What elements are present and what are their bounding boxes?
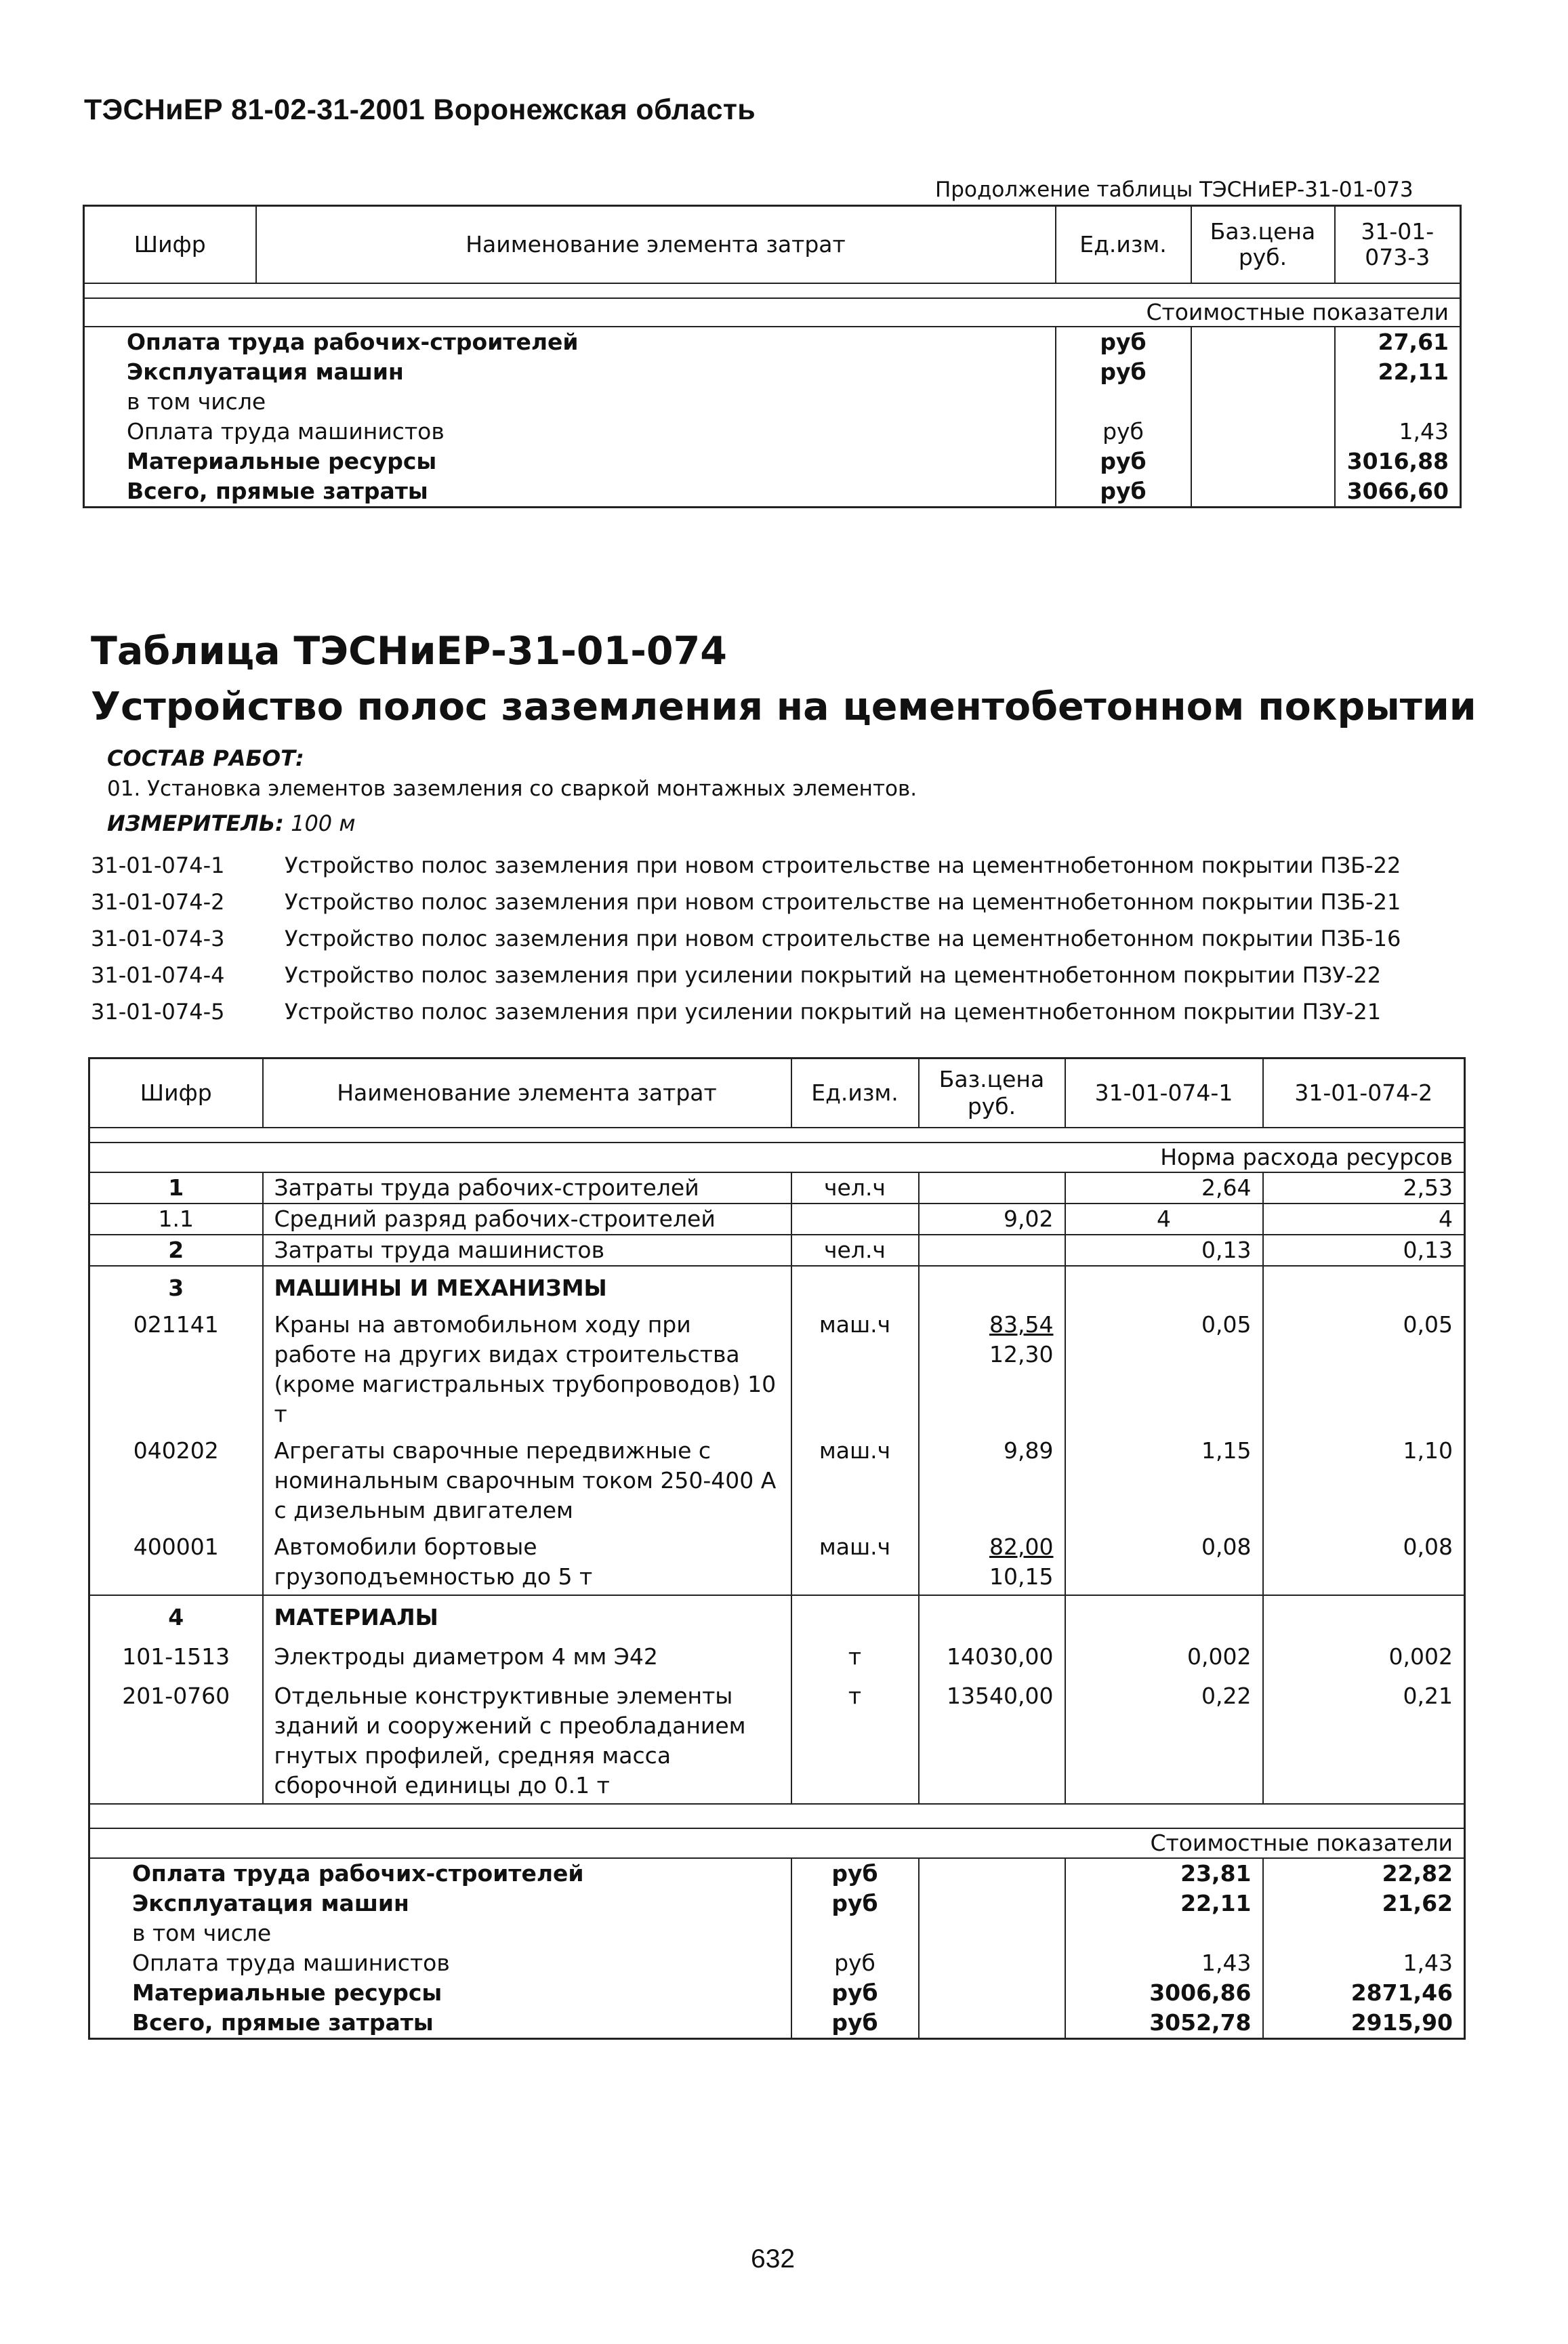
section-cost-label: Стоимостные показатели	[84, 298, 1461, 327]
cost-price	[919, 1918, 1065, 1948]
table-row	[84, 447, 1461, 476]
cost-price	[919, 2008, 1065, 2039]
variant-text: Устройство полос заземления при новом строительстве на цементнобетонном покрытии ПЗБ-22	[285, 852, 1401, 878]
row-code: 400001	[89, 1525, 263, 1595]
row-price: 13540,00	[919, 1672, 1065, 1804]
row-value-1	[1335, 387, 1461, 417]
variant-code: 31-01-074-2	[91, 889, 225, 915]
variant-code: 31-01-074-4	[91, 962, 225, 988]
cost-unit: руб	[791, 2008, 919, 2039]
row-value-1: 1,43	[1399, 418, 1449, 445]
table-row	[89, 1918, 1465, 1948]
row-unit: т	[791, 1632, 919, 1672]
row-price	[919, 1235, 1065, 1266]
row-unit: руб	[1056, 417, 1191, 447]
row-value-2: 0,13	[1263, 1235, 1465, 1266]
continuation-table	[83, 205, 1462, 508]
row-name: Оплата труда машинистов	[127, 418, 445, 445]
col-header-variant-2: 31-01-074-2	[1263, 1058, 1465, 1128]
row-unit	[791, 1595, 919, 1632]
cost-value-2	[1263, 1918, 1465, 1948]
row-code: 040202	[89, 1429, 263, 1525]
col-header-price: Баз.цена руб.	[1191, 206, 1335, 284]
cost-value-1: 22,11	[1065, 1889, 1263, 1918]
meter-line	[107, 810, 355, 836]
continuation-caption: Продолжение таблицы ТЭСНиЕР-31-01-073	[935, 178, 1414, 202]
cost-value-1: 3006,86	[1065, 1978, 1263, 2008]
row-unit: т	[791, 1672, 919, 1804]
row-unit	[791, 1204, 919, 1235]
row-name: в том числе	[127, 388, 266, 415]
col-header-code: Шифр	[89, 1058, 263, 1128]
row-value-1: 0,13	[1065, 1235, 1263, 1266]
col-header-price: Баз.цена руб.	[919, 1058, 1065, 1128]
row-price-primary: 83,54	[989, 1311, 1054, 1338]
works-composition-label: СОСТАВ РАБОТ:	[107, 745, 304, 771]
table-spacer	[89, 1128, 1465, 1143]
row-unit	[791, 1266, 919, 1303]
variant-text: Устройство полос заземления при новом строительстве на цементнобетонном покрытии ПЗБ-16	[285, 926, 1401, 951]
cost-unit: руб	[791, 1889, 919, 1918]
variant-text: Устройство полос заземления при новом строительстве на цементнобетонном покрытии ПЗБ-21	[285, 889, 1401, 915]
row-code: 2	[89, 1235, 263, 1266]
variant-code: 31-01-074-5	[91, 999, 225, 1025]
row-value-1: 3016,88	[1346, 448, 1449, 474]
table-row	[84, 417, 1461, 447]
row-code: 4	[89, 1595, 263, 1632]
row-unit	[1056, 387, 1191, 417]
row-price: 14030,00	[919, 1632, 1065, 1672]
row-price	[1191, 327, 1335, 357]
page-number: 632	[751, 2244, 796, 2274]
row-name: Затраты труда рабочих-строителей	[263, 1172, 791, 1204]
table-row	[89, 1858, 1465, 1889]
row-value-2	[1263, 1266, 1465, 1303]
cost-value-2: 21,62	[1382, 1890, 1453, 1916]
table-row	[89, 1204, 1465, 1235]
row-name: Всего, прямые затраты	[127, 478, 428, 504]
row-price	[919, 1525, 1065, 1595]
cost-name: Оплата труда рабочих-строителей	[132, 1860, 584, 1887]
row-unit: руб	[1056, 357, 1191, 387]
row-value-1: 0,08	[1065, 1525, 1263, 1595]
table-row	[89, 1595, 1465, 1632]
row-code: 1	[89, 1172, 263, 1204]
cost-unit	[791, 1918, 919, 1948]
row-value-1: 3066,60	[1346, 478, 1449, 504]
resource-table	[88, 1057, 1466, 2040]
row-value-2: 0,08	[1263, 1525, 1465, 1595]
variant-text: Устройство полос заземления при усилении покрытий на цементнобетонном покрытии ПЗУ-21	[285, 999, 1382, 1025]
variant-list	[91, 847, 1401, 1030]
row-price-primary: 82,00	[989, 1534, 1054, 1560]
table-row	[84, 387, 1461, 417]
table-row	[89, 1948, 1465, 1978]
variant-text: Устройство полос заземления при усилении покрытий на цементнобетонном покрытии ПЗУ-22	[285, 962, 1382, 988]
cost-value-2: 2871,46	[1350, 1979, 1453, 2006]
row-price	[919, 1303, 1065, 1429]
cost-unit: руб	[791, 1978, 919, 2008]
row-name: Краны на автомобильном ходу при работе на других видах строительства (кроме магистральных трубопроводов) 10 т	[263, 1303, 791, 1429]
table-row	[89, 1978, 1465, 2008]
row-unit: маш.ч	[791, 1303, 919, 1429]
variant-item	[91, 920, 1401, 957]
cost-name: Материальные ресурсы	[132, 1979, 442, 2006]
meter-value: 100 м	[291, 810, 356, 836]
cost-name: в том числе	[132, 1920, 272, 1946]
row-unit: руб	[1056, 447, 1191, 476]
cost-price	[919, 1978, 1065, 2008]
table-row	[84, 327, 1461, 357]
row-name: Электроды диаметром 4 мм Э42	[263, 1632, 791, 1672]
row-name: Эксплуатация машин	[127, 358, 404, 385]
row-code: 1.1	[89, 1204, 263, 1235]
table-row	[89, 1429, 1465, 1525]
table-row	[89, 1525, 1465, 1595]
cost-price	[919, 1948, 1065, 1978]
table-spacer	[89, 1804, 1465, 1828]
row-price-secondary: 12,30	[989, 1341, 1054, 1368]
table-title: Таблица ТЭСНиЕР-31-01-074	[91, 629, 727, 674]
row-value-1: 0,22	[1065, 1672, 1263, 1804]
row-value-2: 0,21	[1403, 1683, 1453, 1709]
row-price	[919, 1172, 1065, 1204]
row-section-title: МАТЕРИАЛЫ	[263, 1595, 791, 1632]
table-subtitle: Устройство полос заземления на цементобетонном покрытии	[91, 684, 1477, 729]
variant-item	[91, 884, 1401, 920]
row-code: 201-0760	[89, 1672, 263, 1804]
row-unit: чел.ч	[791, 1172, 919, 1204]
cost-name: Оплата труда машинистов	[132, 1950, 450, 1976]
row-price	[1191, 476, 1335, 508]
cost-value-2: 2915,90	[1350, 2009, 1453, 2036]
cost-name: Эксплуатация машин	[132, 1890, 409, 1916]
col-header-variant-1: 31-01-074-1	[1065, 1058, 1263, 1128]
table-row	[89, 2008, 1465, 2039]
row-name: Агрегаты сварочные передвижные с номинальным сварочным током 250-400 А с дизельным двигателем	[263, 1429, 791, 1525]
row-price	[1191, 387, 1335, 417]
variant-code: 31-01-074-3	[91, 926, 225, 951]
row-value-1: 1,15	[1065, 1429, 1263, 1525]
cost-price	[919, 1889, 1065, 1918]
row-unit: руб	[1056, 476, 1191, 508]
row-price	[919, 1595, 1065, 1632]
row-value-1: 0,002	[1065, 1632, 1263, 1672]
row-code: 3	[89, 1266, 263, 1303]
table-row	[84, 476, 1461, 508]
row-value-2	[1263, 1595, 1465, 1632]
variant-item	[91, 993, 1401, 1030]
cost-price	[919, 1858, 1065, 1889]
row-value-1: 4	[1065, 1204, 1263, 1235]
row-value-2: 4	[1263, 1204, 1465, 1235]
row-value-2: 0,002	[1388, 1643, 1453, 1670]
row-price: 9,02	[919, 1204, 1065, 1235]
row-name: Затраты труда машинистов	[263, 1235, 791, 1266]
table-row	[84, 357, 1461, 387]
row-value-1: 2,64	[1065, 1172, 1263, 1204]
row-price	[1191, 417, 1335, 447]
row-unit: маш.ч	[791, 1525, 919, 1595]
section-norm-label: Норма расхода ресурсов	[89, 1143, 1465, 1172]
row-price	[1191, 447, 1335, 476]
row-unit: маш.ч	[791, 1429, 919, 1525]
row-value-2: 2,53	[1403, 1174, 1453, 1201]
table-spacer	[84, 283, 1461, 298]
works-item: 01. Установка элементов заземления со сваркой монтажных элементов.	[107, 777, 917, 801]
cost-unit: руб	[791, 1948, 919, 1978]
row-name: Автомобили бортовые грузоподъемностью до 5 т	[263, 1525, 791, 1595]
variant-item	[91, 957, 1401, 993]
row-value-1: 27,61	[1378, 329, 1449, 355]
row-unit: чел.ч	[791, 1235, 919, 1266]
row-price	[1191, 357, 1335, 387]
row-name: Материальные ресурсы	[127, 448, 437, 474]
variant-code: 31-01-074-1	[91, 852, 225, 878]
meter-label: ИЗМЕРИТЕЛЬ:	[107, 810, 284, 836]
col-header-name: Наименование элемента затрат	[256, 206, 1056, 284]
cost-value-2: 22,82	[1382, 1860, 1453, 1887]
variant-item	[91, 847, 1401, 884]
table-row	[89, 1632, 1465, 1672]
row-price	[919, 1266, 1065, 1303]
row-value-1: 0,05	[1065, 1303, 1263, 1429]
table-row	[89, 1266, 1465, 1303]
col-header-unit: Ед.изм.	[1056, 206, 1191, 284]
cost-value-1: 3052,78	[1065, 2008, 1263, 2039]
cost-value-1	[1065, 1918, 1263, 1948]
row-code: 021141	[89, 1303, 263, 1429]
cost-name: Всего, прямые затраты	[132, 2009, 434, 2036]
row-price-secondary: 10,15	[989, 1563, 1054, 1590]
row-name: Отдельные конструктивные элементы зданий и сооружений с преобладанием гнутых профилей, средняя масса сборочной единицы до 0.1 т	[263, 1672, 791, 1804]
row-code: 101-1513	[89, 1632, 263, 1672]
row-value-1	[1065, 1595, 1263, 1632]
row-name: Средний разряд рабочих-строителей	[263, 1204, 791, 1235]
row-value-1	[1065, 1266, 1263, 1303]
row-value-1: 22,11	[1378, 358, 1449, 385]
cost-value-1: 23,81	[1065, 1858, 1263, 1889]
document-header: ТЭСНиЕР 81-02-31-2001 Воронежская область	[84, 94, 756, 126]
col-header-unit: Ед.изм.	[791, 1058, 919, 1128]
row-section-title: МАШИНЫ И МЕХАНИЗМЫ	[263, 1266, 791, 1303]
cost-value-1: 1,43	[1065, 1948, 1263, 1978]
row-value-2: 0,05	[1403, 1311, 1453, 1338]
col-header-code: Шифр	[84, 206, 256, 284]
table-row	[89, 1672, 1465, 1804]
col-header-variant-1: 31-01-073-3	[1335, 206, 1461, 284]
table-row	[89, 1889, 1465, 1918]
section-cost-label: Стоимостные показатели	[89, 1828, 1465, 1858]
cost-unit: руб	[791, 1858, 919, 1889]
row-name: Оплата труда рабочих-строителей	[127, 329, 579, 355]
row-price: 9,89	[919, 1429, 1065, 1525]
table-row	[89, 1172, 1465, 1204]
cost-value-2: 1,43	[1403, 1950, 1453, 1976]
col-header-name: Наименование элемента затрат	[263, 1058, 791, 1128]
row-value-2: 1,10	[1403, 1437, 1453, 1464]
table-row	[89, 1235, 1465, 1266]
row-unit: руб	[1056, 327, 1191, 357]
table-row	[89, 1303, 1465, 1429]
